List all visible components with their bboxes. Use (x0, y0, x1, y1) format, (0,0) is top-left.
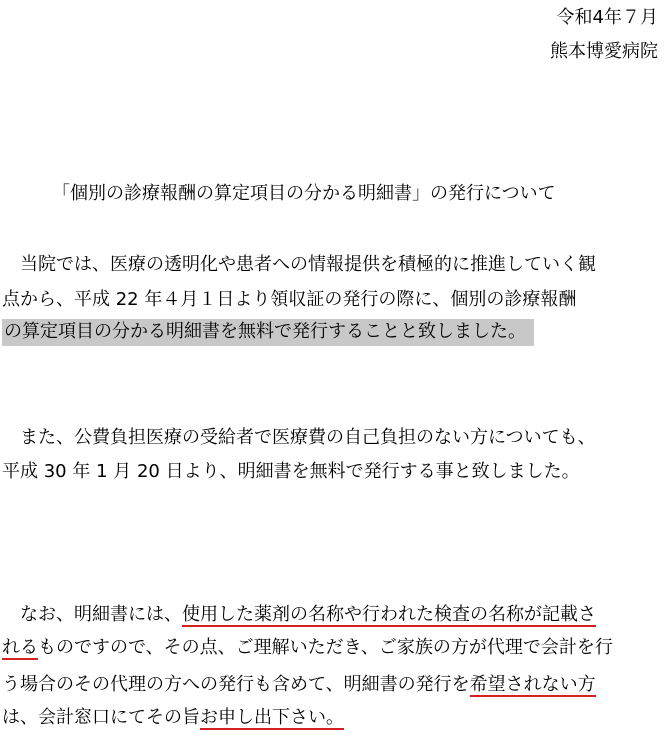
underlined-text: 希望されない方 (469, 674, 596, 695)
paragraph-3-line-3 (2, 673, 596, 697)
paragraph-3-text: う場合のその代理の方への発行も含めて、明細書の発行を (2, 674, 470, 695)
paragraph-3-line-1 (2, 603, 596, 627)
highlighted-text: の算定項目の分かる明細書を無料で発行することと致しました。 (2, 319, 534, 346)
paragraph-1-line-2: 点から、平成 22 年４月１日より領収証の発行の際に、個別の診療報酬 (2, 289, 577, 310)
notice-title: 「個別の診療報酬の算定項目の分かる明細書」の発行について (52, 183, 556, 204)
paragraph-2-line-1: また、公費負担医療の受給者で医療費の自己負担のない方についても、 (2, 427, 596, 448)
paragraph-2-line-2: 平成 30 年 1 月 20 日より、明細書を無料で発行する事と致しました。 (2, 461, 580, 482)
paragraph-1-line-3 (2, 320, 534, 344)
underlined-text: お申し出下さい。 (200, 707, 344, 728)
paragraph-3-text: は、会計窓口にてその旨 (2, 707, 200, 728)
underlined-text: れる (2, 637, 38, 658)
paragraph-1-line-1: 当院では、医療の透明化や患者への情報提供を積極的に推進していく観 (2, 254, 596, 275)
hospital-name: 熊本博愛病院 (550, 41, 658, 62)
notice-date: 令和4年７月 (556, 7, 658, 28)
paragraph-3-line-2 (2, 636, 613, 660)
paragraph-3-text: ものですので、その点、ご理解いただき、ご家族の方が代理で会計を行 (38, 637, 613, 658)
paragraph-3-text: なお、明細書には、 (2, 604, 182, 625)
underlined-text: 使用した薬剤の名称や行われた検査の名称が記載さ (182, 604, 596, 625)
paragraph-3-line-4 (2, 706, 344, 730)
